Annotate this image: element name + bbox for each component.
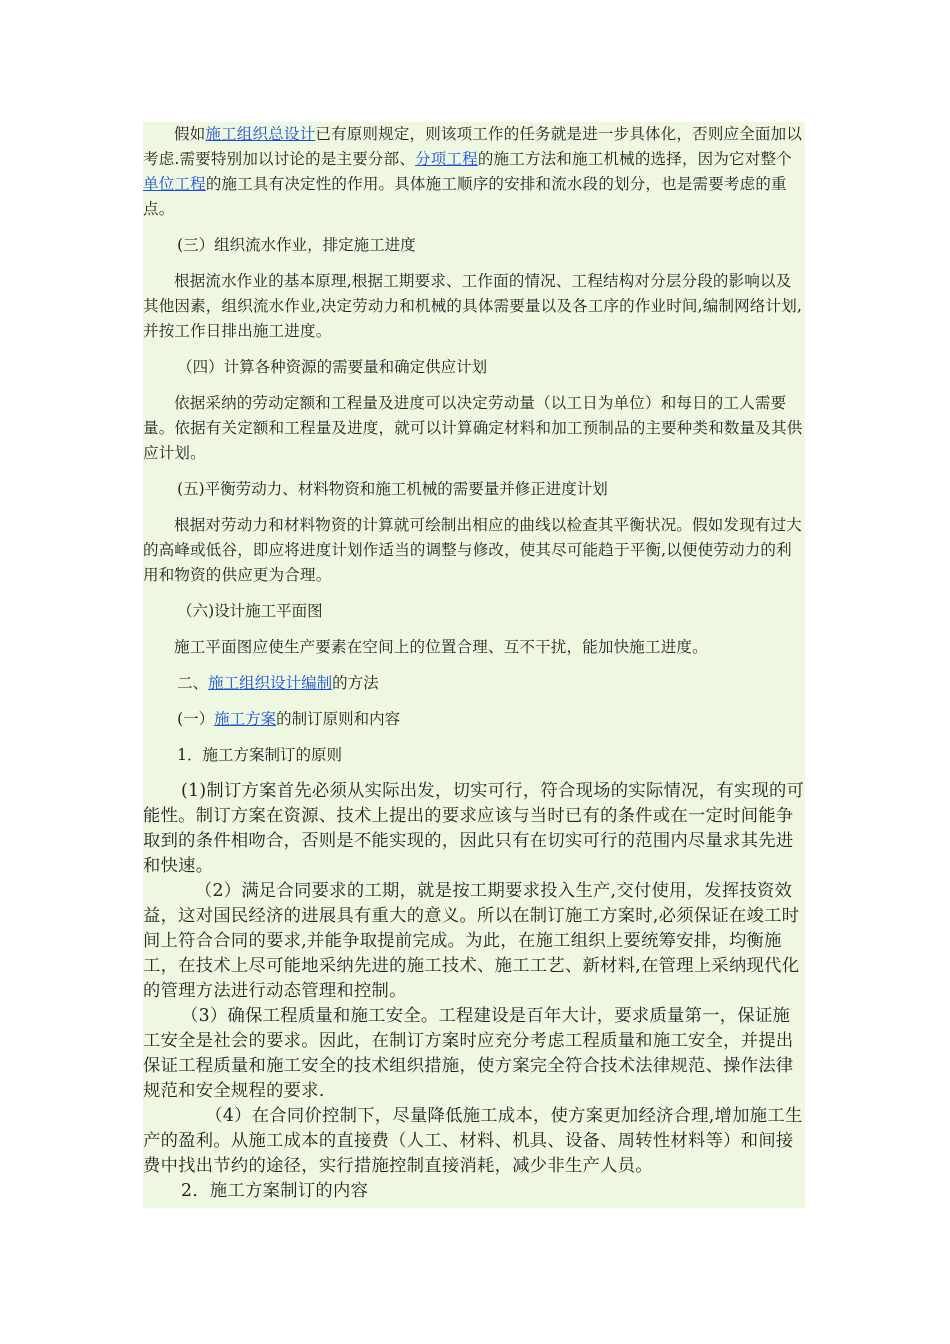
link-construction-design-compilation[interactable]: 施工组织设计编制 bbox=[208, 674, 333, 692]
text-run: (一） bbox=[177, 710, 215, 728]
principle-3: （3）确保工程质量和施工安全。工程建设是百年大计，要求质量第一，保证施工安全是社会的要求。因此，在制订方案时应充分考虑工程质量和施工安全，并提出保证工程质量和施工安全的技术组织措施，使方案完全符合技术法律规范、操作法律规范和安全规程的要求. bbox=[143, 1006, 794, 1101]
heading-scheme-principles bbox=[143, 707, 805, 732]
heading-section-3: (三）组织流水作业，排定施工进度 bbox=[177, 236, 416, 254]
heading-methods bbox=[143, 671, 805, 696]
text-run: 的方法 bbox=[332, 674, 379, 692]
link-general-construction-design[interactable]: 施工组织总设计 bbox=[205, 125, 316, 143]
text-run: 的制订原则和内容 bbox=[276, 710, 401, 728]
paragraph-site-plan: 施工平面图应使生产要素在空间上的位置合理、互不干扰，能加快施工进度。 bbox=[174, 638, 708, 656]
heading-contents-2: 2．施工方案制订的内容 bbox=[181, 1181, 369, 1201]
document-body bbox=[143, 122, 805, 1208]
paragraph-balance: 根据对劳动力和材料物资的计算就可绘制出相应的曲线以检查其平衡状况。假如发现有过大的高峰或低谷，即应将进度计划作适当的调整与修改，使其尽可能趋于平衡,以便使劳动力的利用和物资的供应更为合理。 bbox=[143, 516, 803, 584]
link-unit-project[interactable]: 单位工程 bbox=[143, 175, 206, 193]
link-construction-scheme[interactable]: 施工方案 bbox=[214, 710, 277, 728]
text-run: 假如 bbox=[174, 125, 206, 143]
principle-2: （2）满足合同要求的工期，就是按工期要求投入生产,交付使用，发挥技资效益，这对国民经济的进展具有重大的意义。所以在制订施工方案时,必须保证在竣工时间上符合合同的要求,并能争取提前完成。为此，在施工组织上要统筹安排，均衡施工，在技术上尽可能地采纳先进的施工技术、施工工艺、新材料,在管理上采纳现代化的管理方法进行动态管理和控制。 bbox=[143, 881, 800, 1001]
paragraph-flow-operation: 根据流水作业的基本原理,根据工期要求、工作面的情况、工程结构对分层分段的影响以及其他因素，组织流水作业,决定劳动力和机械的具体需要量以及各工序的作业时间,编制网络计划,并按工作日排出施工进度。 bbox=[143, 272, 803, 340]
text-run: 二、 bbox=[177, 674, 209, 692]
paragraph-resource-demand: 依据采纳的劳动定额和工程量及进度可以决定劳动量（以工日为单位）和每日的工人需要量。依据有关定额和工程量及进度，就可以计算确定材料和加工预制品的主要种类和数量及其供应计划。 bbox=[143, 394, 803, 462]
principle-4: （4）在合同价控制下，尽量降低施工成本，使方案更加经济合理,增加施工生产的盈利。从施工成本的直接费（人工、材料、机具、设备、周转性材料等）和间接费中找出节约的途径，实行措施控制直接消耗，减少非生产人员。 bbox=[143, 1106, 803, 1176]
heading-principles-1: 1．施工方案制订的原则 bbox=[177, 746, 342, 764]
heading-section-5: (五)平衡劳动力、材料物资和施工机械的需要量并修正进度计划 bbox=[177, 480, 608, 498]
heading-section-4: （四）计算各种资源的需要量和确定供应计划 bbox=[177, 358, 488, 376]
text-run: 的施工具有决定性的作用。具体施工顺序的安排和流水段的划分，也是需要考虑的重点。 bbox=[143, 175, 787, 218]
link-sub-item-project[interactable]: 分项工程 bbox=[415, 150, 478, 168]
text-run: 的施工方法和施工机械的选择，因为它对整个 bbox=[477, 150, 792, 168]
paragraph-design-detail bbox=[143, 122, 805, 222]
heading-section-6: （六)设计施工平面图 bbox=[177, 602, 323, 620]
text-run: 已有原则规定，则该项工作的任务就是进一步具体化，否则应全面加以考虑.需要特别加以讨论的是主要分部、 bbox=[143, 125, 803, 168]
principle-1: (1)制订方案首先必须从实际出发，切实可行，符合现场的实际情况，有实现的可能性。制订方案在资源、技术上提出的要求应该与当时已有的条件或在一定时间能争取到的条件相吻合，否则是不能实现的，因此只有在切实可行的范围内尽量求其先进和快速。 bbox=[143, 781, 805, 876]
